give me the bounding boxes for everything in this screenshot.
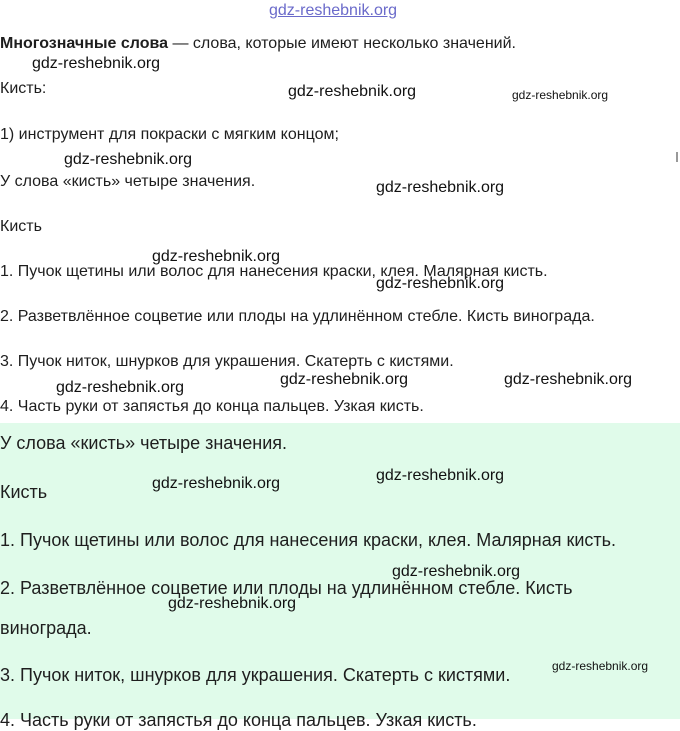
watermark: gdz-reshebnik.org xyxy=(512,88,609,102)
watermark: gdz-reshebnik.org xyxy=(64,151,193,168)
watermark: gdz-reshebnik.org xyxy=(152,248,281,265)
watermark: gdz-reshebnik.org xyxy=(280,371,409,388)
scroll-edge-mark xyxy=(676,152,678,162)
watermark: gdz-reshebnik.org xyxy=(376,467,505,484)
example-word: Кисть: xyxy=(0,80,47,97)
watermark: gdz-reshebnik.org xyxy=(376,179,505,196)
definition-line xyxy=(0,35,516,53)
watermark: gdz-reshebnik.org xyxy=(32,55,161,72)
task-word: Кисть xyxy=(0,218,42,235)
watermark: gdz-reshebnik.org xyxy=(552,659,649,673)
answer-word: Кисть xyxy=(0,482,48,502)
watermark: gdz-reshebnik.org xyxy=(56,379,185,396)
watermark-link[interactable]: gdz-reshebnik.org xyxy=(269,2,398,19)
task-intro: У слова «кисть» четыре значения. xyxy=(0,173,256,190)
watermark: gdz-reshebnik.org xyxy=(288,83,417,100)
task-meaning-3: 3. Пучок ниток, шнурков для украшения. Скатерть с кистями. xyxy=(0,353,454,370)
answer-meaning-4: 4. Часть руки от запястья до конца пальцев. Узкая кисть. xyxy=(0,710,477,730)
watermark: gdz-reshebnik.org xyxy=(392,563,521,580)
task-meaning-4: 4. Часть руки от запястья до конца пальцев. Узкая кисть. xyxy=(0,398,424,415)
answer-intro: У слова «кисть» четыре значения. xyxy=(0,433,288,453)
watermark: gdz-reshebnik.org xyxy=(504,371,633,388)
definition-term: Многозначные слова xyxy=(0,35,169,52)
answer-meaning-3: 3. Пучок ниток, шнурков для украшения. Скатерть с кистями. xyxy=(0,665,511,685)
watermark: gdz-reshebnik.org xyxy=(152,475,281,492)
task-meaning-2: 2. Разветвлённое соцветие или плоды на удлинённом стебле. Кисть винограда. xyxy=(0,308,595,325)
answer-meaning-1: 1. Пучок щетины или волос для нанесения краски, клея. Малярная кисть. xyxy=(0,530,617,550)
watermark: gdz-reshebnik.org xyxy=(376,275,505,292)
task-meaning-1: 1. Пучок щетины или волос для нанесения краски, клея. Малярная кисть. xyxy=(0,263,548,280)
example-meaning: 1) инструмент для покраски с мягким концом; xyxy=(0,126,339,143)
watermark: gdz-reshebnik.org xyxy=(168,595,297,612)
answer-meaning-2-cont: винограда. xyxy=(0,618,92,638)
definition-text: — слова, которые имеют несколько значений. xyxy=(168,35,516,52)
answer-meaning-2: 2. Разветвлённое соцветие или плоды на удлинённом стебле. Кисть xyxy=(0,578,573,598)
